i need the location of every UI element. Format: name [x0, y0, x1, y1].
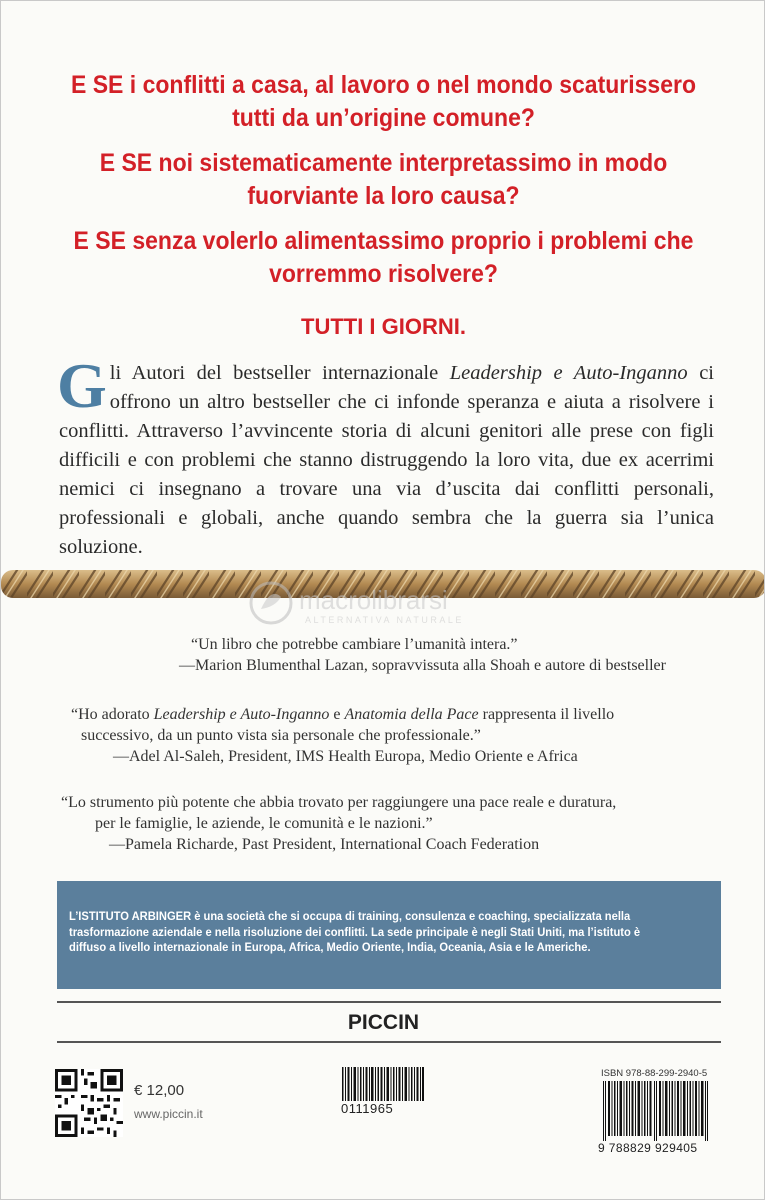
- quote-3: [1, 792, 765, 855]
- question-lead: E SE: [70, 71, 124, 99]
- barcode-number: 0111965: [341, 1101, 394, 1116]
- intro-paragraph: [57, 350, 714, 562]
- isbn-barcode-icon: [601, 1081, 711, 1141]
- institute-text: diffuso a livello internazionale in Europa, Africa, Medio Oriente, India, Oceania, Asia e le Americhe.: [69, 940, 591, 954]
- quote-1: [1, 634, 765, 676]
- watermark-logo: [247, 577, 527, 631]
- institute-text: trasformazione aziendale e nella risoluzione dei conflitti. La sede principale è negli Stati Uniti, ma l’istituto è: [69, 924, 641, 939]
- quote-text: “Lo strumento più potente che abbia trovato per raggiungere una pace reale e duratura,: [61, 794, 617, 811]
- barcode-icon: [342, 1067, 424, 1101]
- quote-text: per le famiglie, le aziende, le comunità e le nazioni.”: [95, 815, 433, 832]
- quote-text: rappresenta il livello: [478, 706, 615, 723]
- book-title-reference: Leadership e Auto-Inganno: [153, 706, 330, 723]
- book-title-reference: Leadership e Auto-Inganno: [449, 362, 688, 384]
- price: € 12,00: [134, 1082, 185, 1099]
- institute-text: L’ISTITUTO ARBINGER è una società che si occupa di training, consulenza e coaching, specializzata nella: [69, 909, 631, 923]
- publisher-name: PICCIN: [347, 1011, 420, 1034]
- watermark-brand: macrolibrarsi: [299, 585, 448, 615]
- question-line: i conflitti a casa, al lavoro o nel mondo scaturissero: [123, 71, 697, 99]
- isbn-label: ISBN 978-88-299-2940-5: [601, 1068, 708, 1079]
- quote-text: “Ho adorato: [71, 706, 154, 723]
- question-line: fuorviante la loro causa?: [247, 182, 520, 210]
- every-day-heading: TUTTI I GIORNI.: [301, 314, 466, 339]
- quote-2: [1, 704, 765, 767]
- drop-cap: G: [57, 350, 107, 421]
- question-line: vorremmo risolvere?: [269, 260, 498, 288]
- question-1: [32, 69, 736, 135]
- isbn-barcode-number: 9 788829 929405: [598, 1141, 698, 1155]
- question-lead: E SE: [99, 149, 153, 177]
- quote-author: —Pamela Richarde, Past President, International Coach Federation: [109, 836, 540, 853]
- intro-text: li Autori del bestseller internazionale: [109, 362, 450, 384]
- question-line: noi sistematicamente interpretassimo in modo: [152, 149, 668, 177]
- quote-author: —Adel Al-Saleh, President, IMS Health Europa, Medio Oriente e Africa: [113, 748, 578, 765]
- watermark-tagline: ALTERNATIVA NATURALE: [305, 615, 464, 625]
- question-line: tutti da un’origine comune?: [232, 104, 535, 132]
- question-lead: E SE: [73, 227, 126, 255]
- quote-text: e: [329, 706, 345, 723]
- quote-text: successivo, da un punto vista sia personale che professionale.”: [81, 727, 481, 744]
- quote-text: “Un libro che potrebbe cambiare l’umanità intera.”: [191, 636, 518, 653]
- question-2: [32, 147, 736, 213]
- question-3: [32, 225, 736, 291]
- quote-author: —Marion Blumenthal Lazan, sopravvissuta alla Shoah e autore di bestseller: [179, 657, 666, 674]
- qr-code-icon: [55, 1069, 123, 1137]
- question-line: senza volerlo alimentassimo proprio i problemi che: [125, 227, 694, 255]
- publisher-website: www.piccin.it: [134, 1107, 203, 1121]
- intro-text: ci offrono un altro bestseller che ci infonde speranza e aiuta a risolvere i conflitti. Attraverso l’avvincente storia di alcuni genitori alle prese con figli difficili e con problemi che stanno distruggendo la loro vita, due ex acerrimi nemici ci insegnano a trovare una via d’uscita dai conflitti personali, professionali e globali, anche quando sembra che la guerra sia l’unica soluzione.: [59, 362, 714, 558]
- book-title-reference: Anatomia della Pace: [344, 706, 479, 723]
- institute-info-box: [57, 881, 721, 989]
